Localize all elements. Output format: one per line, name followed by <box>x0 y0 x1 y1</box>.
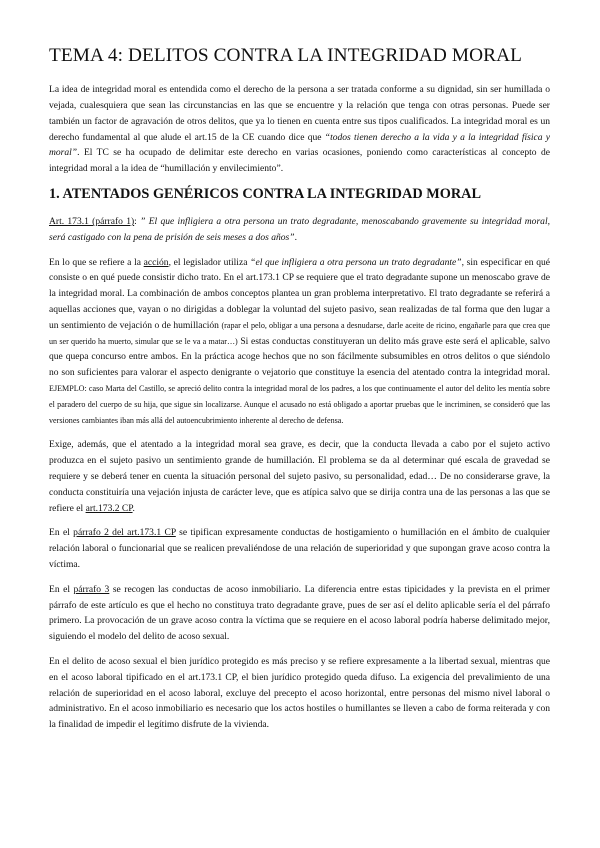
paragraph-3-reference: párrafo 3 <box>73 583 110 595</box>
paragraph-2-reference: párrafo 2 del art.173.1 CP <box>73 527 176 539</box>
article-quote: ” El que infligiera a otra persona un trato degradante, menoscabando gravemente su integridad moral, será castigado con la pena de prisión de seis meses a dos años” <box>49 216 550 243</box>
action-quote: “el que infligiera a otra persona un trato degradante” <box>250 256 462 268</box>
intro-text-2: . El TC se ha ocupado de delimitar este derecho en varias ocasiones, poniendo como características al concepto de integridad moral a la idea de “humillación y envilecimiento”. <box>49 147 550 175</box>
action-paragraph <box>49 255 550 429</box>
gravity-end: . <box>132 502 135 514</box>
case-example-note: EJEMPLO: caso Marta del Castillo, se apreció delito contra la integridad moral de los padres, a los que continuamente el autor del delito les mentía sobre el paradero del cuerpo de su hija, que sigue sin localizarse. Aunque el acusado no está obligado a aportar pruebas que le incriminen, se consideró que las versiones cambiantes iban más allá del autoencubrimiento inherente al derecho de defensa. <box>49 384 550 425</box>
workplace-harassment-paragraph <box>49 525 550 572</box>
workplace-text-b: se tipifican expresamente conductas de hostigamiento o humillación en el ámbito de cualquier relación laboral o funcionarial que se realicen prevaliéndose de una relación de superioridad y que supongan grave acoso contra la víctima. <box>49 527 550 571</box>
article-paragraph <box>49 214 550 246</box>
gravity-text: Exige, además, que el atentado a la integridad moral sea grave, es decir, que la conducta llevada a cabo por el sujeto activo produzca en el sujeto pasivo un sentimiento grande de humillación. El problema se da al determinar qué escala de gravedad se requiere y se deberá tener en cuenta la situación personal del sujeto pasivo, su personalidad, edad… De no considerarse grave, la conducta constituiría una vejación injusta de carácter leve, que es atípica salvo que se dirija contra una de las personas a las que se refiere el <box>49 439 550 514</box>
article-separator: : <box>134 216 141 228</box>
property-text-a: En el <box>49 583 74 595</box>
examples-note: (rapar el pelo, obligar a una persona a desnudarse, darle aceite de ricino, engañarle para que crea que un ser querido ha muerto, simular que se le va a matar…) <box>49 320 550 346</box>
article-173-2-reference: art.173.2 CP <box>85 502 133 514</box>
page-title: TEMA 4: DELITOS CONTRA LA INTEGRIDAD MORAL <box>49 45 523 66</box>
gravity-paragraph <box>49 437 550 516</box>
action-text-c: , sin especificar en qué consiste o en qué puede consistir dicho trato. En el art.173.1 CP se requiere que el trato degradante supone un menoscabo grave de la integridad moral. La combinación de ambos conceptos plantea un gran problema interpretativo. El trato degradante se referirá a aquellas acciones que, vayan o no dirigidas a doblegar la voluntad del sujeto pasivo, sean realizadas de tal forma que den lugar a un sentimiento de vejación o de humillación <box>49 256 550 331</box>
workplace-text-a: En el <box>49 527 74 539</box>
sexual-harassment-paragraph: En el delito de acoso sexual el bien jurídico protegido es más preciso y se refiere expresamente a la libertad sexual, mientras que en el acoso laboral tipificado en el art.173.1 CP, el bien jurídico protegido queda difuso. La exigencia del prevalimiento de una relación de superioridad en el acoso laboral, excluye del precepto el acoso horizontal, entre personas del mismo nivel laboral o administrativo. En el acoso inmobiliario es necesario que los actos hostiles o humillantes se lleven a cabo de forma reiterada y con la finalidad de impedir el legítimo disfrute de la vivienda. <box>49 656 550 731</box>
intro-paragraph <box>49 82 550 177</box>
action-term: acción <box>143 256 169 268</box>
article-reference: Art. 173.1 (párrafo 1) <box>49 216 135 228</box>
action-text-b: , el legislador utiliza <box>168 256 251 268</box>
section-heading: 1. ATENTADOS GENÉRICOS CONTRA LA INTEGRIDAD MORAL <box>49 185 482 202</box>
action-text-a: En lo que se refiere a la <box>49 256 144 268</box>
intro-text-1: La idea de integridad moral es entendida como el derecho de la persona a ser tratada conforme a su dignidad, sin ser humillada o vejada, cualesquiera que sean las circunstancias en las que se encuentre y la relación que tenga con otras personas. Puede ser también un factor de agravación de otros delitos, que ya lo tienen en cuenta entre sus tipos cualificados. La integridad moral es un derecho fundamental al que alude el art.15 de la CE cuando dice que <box>49 84 550 143</box>
action-text-d: Si estas conductas constituyeran un delito más grave este será el aplicable, salvo que quepa concurso entre ambos. En la práctica acoge hechos que no son fácilmente subsumibles en otros delitos o que siéndolo no son suficientes para valorar el aspecto denigrante o vejatorio que constituye la esencia del atentado contra la integridad moral. <box>49 335 550 379</box>
property-text-b: se recogen las conductas de acoso inmobiliario. La diferencia entre estas tipicidades y la prevista en el primer párrafo de este artículo es que el hecho no constituya trato degradante grave, pues de ser así el delito aplicable sería el del párrafo primero. La provocación de un grave acoso contra la víctima que se requiere en el acoso laboral podría haberse delimitado mejor, siguiendo el modelo del delito de acoso sexual. <box>49 583 550 643</box>
property-harassment-paragraph <box>49 582 550 645</box>
constitution-quote: “todos tienen derecho a la vida y a la integridad física y moral” <box>49 131 550 159</box>
article-end: . <box>294 231 297 243</box>
